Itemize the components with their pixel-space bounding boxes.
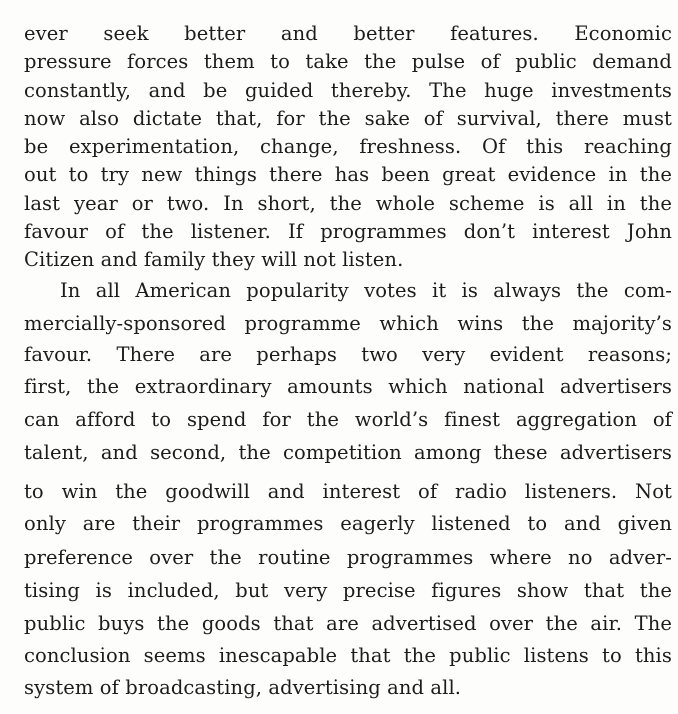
text-line: to win the goodwill and interest of radio listeners. Not <box>24 480 672 503</box>
text-line: system of broadcasting, advertising and all. <box>24 676 462 699</box>
text-line: conclusion seems inescapable that the public listens to this <box>24 644 672 667</box>
text-line: first, the extraordinary amounts which national advertisers <box>24 375 672 398</box>
text-line: In all American popularity votes it is always the com- <box>60 279 672 302</box>
text-line: favour. There are perhaps two very evident reasons; <box>24 343 672 366</box>
text-line: tising is included, but very precise figures show that the <box>24 579 672 602</box>
text-line: mercially-sponsored programme which wins the majority’s <box>24 312 672 335</box>
text-line: favour of the listener. If programmes don’t interest John <box>24 220 672 243</box>
text-line: public buys the goods that are advertised over the air. The <box>24 612 672 635</box>
text-line: ever seek better and better features. Economic <box>24 22 672 45</box>
text-line: pressure forces them to take the pulse of public demand <box>24 50 672 73</box>
text-line: can afford to spend for the world’s finest aggregation of <box>24 408 672 431</box>
text-line: constantly, and be guided thereby. The huge investments <box>24 79 672 102</box>
text-line: only are their programmes eagerly listened to and given <box>24 512 672 535</box>
text-line: talent, and second, the competition among these advertisers <box>24 441 672 464</box>
text-line: last year or two. In short, the whole scheme is all in the <box>24 192 672 215</box>
text-line: out to try new things there has been great evidence in the <box>24 163 672 186</box>
text-line: Citizen and family they will not listen. <box>24 248 404 271</box>
text-line: now also dictate that, for the sake of survival, there must <box>24 107 672 130</box>
text-line: preference over the routine programmes where no adver- <box>24 546 672 569</box>
text-line: be experimentation, change, freshness. Of this reaching <box>24 135 672 158</box>
